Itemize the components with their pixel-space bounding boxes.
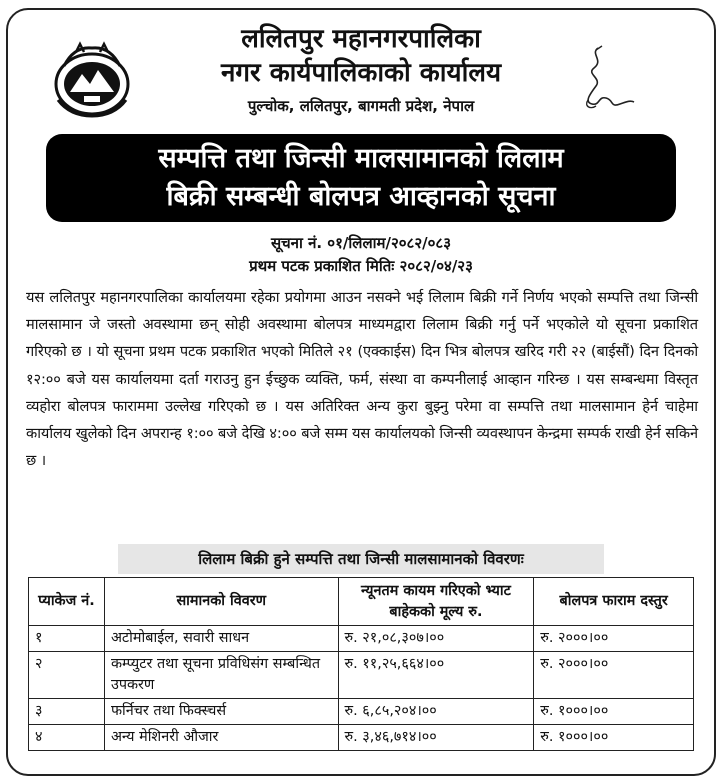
signature-icon (576, 44, 636, 116)
row-form-fee: रु. १०००।०० (534, 699, 694, 725)
header-min-value: न्यूनतम कायम गरिएको भ्याट बाहेकको मूल्य रु. (338, 578, 534, 626)
row-min-value: रु. ११,२५,६६४।०० (338, 652, 534, 699)
header-form-fee: बोलपत्र फाराम दस्तुर (534, 578, 694, 626)
row-form-fee: रु. २०००।०० (534, 652, 694, 699)
row-form-fee: रु. २०००।०० (534, 626, 694, 652)
notice-number: सूचना नं. ०१/लिलाम/२०८२/०८३ (270, 234, 452, 252)
office-address: पुल्चोक, ललितपुर, बागमती प्रदेश, नेपाल (247, 97, 475, 115)
office-name: नगर कार्यपालिकाको कार्यालय (220, 58, 502, 88)
notice-body: यस ललितपुर महानगरपालिका कार्यालयमा रहेका प्रयोगमा आउन नसक्ने भई लिलाम बिक्री गर्ने निर्णय भएको सम्पत्ति तथा जिन्सी मालसामान जे जस्तो अवस्थामा छन् सोही अवस्थामा बोलपत्र माध्यमद्वारा लिलाम बिक्री गर्नु पर्ने भएकोले यो सूचना प्रकाशित गरिएको छ । यो सूचना प्रथम पटक प्रकाशित भएको मितिले २१ (एक्काईस) दिन भित्र बोलपत्र खरिद गरी २२ (बाईसौं) दिन दिनको १२:०० बजे यस कार्यालयमा दर्ता गराउनु हुन ईच्छुक व्यक्ति, फर्म, संस्था वा कम्पनीलाई आव्हान गरिन्छ । यस सम्बन्धमा विस्तृत व्यहोरा बोलपत्र फाराममा उल्लेख गरिएको छ । यस अतिरिक्त अन्य कुरा बुझ्नु परेमा वा सम्पत्ति तथा मालसामान हेर्न चाहेमा कार्यालय खुलेको दिन अपरान्ह १:०० बजे देखि ४:०० बजे सम्म यस कार्यालयको जिन्सी व्यवस्थापन केन्द्रमा सम्पर्क राखी हेर्न सकिने छ । (26, 289, 698, 470)
header-description: सामानको विवरण (104, 578, 338, 626)
published-date: प्रथम पटक प्रकाशित मितिः २०८२/०४/२३ (249, 257, 473, 275)
row-min-value: रु. २१,०८,३०७।०० (338, 626, 534, 652)
header (160, 22, 562, 118)
row-package: १ (29, 626, 105, 652)
banner-line-1: सम्पत्ति तथा जिन्सी मालसामानको लिलाम (158, 143, 564, 174)
notice-reference (150, 232, 572, 278)
row-package: ४ (29, 725, 105, 751)
row-min-value: रु. ६,८५,२०४।०० (338, 699, 534, 725)
table-row (29, 699, 694, 725)
org-name: ललितपुर महानगरपालिका (241, 24, 481, 54)
municipality-emblem-icon (50, 40, 134, 120)
row-min-value: रु. ३,४६,७१४।०० (338, 725, 534, 751)
row-package: ३ (29, 699, 105, 725)
banner-line-2: बिक्री सम्बन्धी बोलपत्र आव्हानको सूचना (166, 181, 556, 212)
header-package: प्याकेज नं. (29, 578, 105, 626)
row-package: २ (29, 652, 105, 699)
notice-title-banner (46, 134, 676, 222)
row-description: अन्य मेशिनरी औजार (104, 725, 338, 751)
table-row (29, 725, 694, 751)
row-description: फर्निचर तथा फिक्स्चर्स (104, 699, 338, 725)
table-row (29, 652, 694, 699)
row-description: कम्प्युटर तथा सूचना प्रविधिसंग सम्बन्धित उपकरण (104, 652, 338, 699)
items-table (28, 577, 694, 751)
table-title: लिलाम बिक्री हुने सम्पत्ति तथा जिन्सी मालसामानको विवरणः (118, 544, 604, 574)
table-row (29, 626, 694, 652)
table-header-row (29, 578, 694, 626)
row-description: अटोमोबाईल, सवारी साधन (104, 626, 338, 652)
row-form-fee: रु. १०००।०० (534, 725, 694, 751)
